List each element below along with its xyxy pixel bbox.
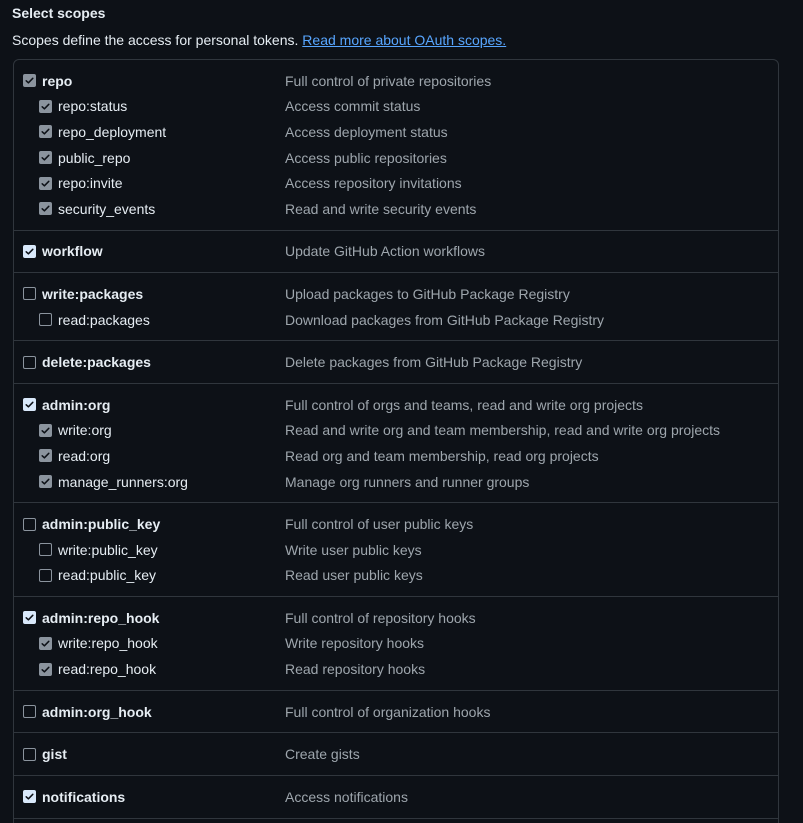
scope-name: notifications bbox=[42, 788, 126, 805]
scope-row-workflow[interactable] bbox=[14, 239, 778, 265]
check-icon bbox=[40, 425, 51, 436]
scope-description: Update GitHub Action workflows bbox=[285, 243, 485, 260]
scope-description: Manage org runners and runner groups bbox=[285, 473, 530, 490]
scope-group bbox=[14, 503, 778, 597]
scope-name: manage_runners:org bbox=[58, 473, 188, 490]
check-icon bbox=[40, 638, 51, 649]
scope-row-repo-status[interactable] bbox=[14, 94, 778, 120]
scope-name: write:org bbox=[58, 422, 112, 439]
scope-checkbox[interactable] bbox=[39, 202, 52, 215]
description-text: Scopes define the access for personal tokens. bbox=[12, 32, 299, 48]
scope-description: Full control of private repositories bbox=[285, 72, 492, 89]
scope-row-security-events[interactable] bbox=[14, 196, 778, 222]
scope-row-repo-deployment[interactable] bbox=[14, 119, 778, 145]
scope-row-admin-public-key[interactable] bbox=[14, 511, 778, 537]
scope-description: Access deployment status bbox=[285, 123, 448, 140]
scope-description: Full control of repository hooks bbox=[285, 609, 476, 626]
scope-checkbox[interactable] bbox=[39, 313, 52, 326]
scope-description: Access public repositories bbox=[285, 149, 447, 166]
scope-name: repo:status bbox=[58, 98, 128, 115]
scope-row-admin-repo-hook[interactable] bbox=[14, 605, 778, 631]
check-icon bbox=[40, 101, 51, 112]
scope-checkbox[interactable] bbox=[23, 705, 36, 718]
scope-group bbox=[14, 776, 778, 819]
scope-name: read:public_key bbox=[58, 567, 157, 584]
check-icon bbox=[40, 476, 51, 487]
scope-checkbox[interactable] bbox=[39, 125, 52, 138]
scope-checkbox[interactable] bbox=[23, 611, 36, 624]
check-icon bbox=[24, 246, 35, 257]
scope-description: Full control of organization hooks bbox=[285, 703, 491, 720]
scope-group bbox=[14, 231, 778, 274]
scope-description: Upload packages to GitHub Package Registry bbox=[285, 285, 570, 302]
scope-description: Read user public keys bbox=[285, 567, 423, 584]
scope-row-read-public-key[interactable] bbox=[14, 563, 778, 589]
scopes-list bbox=[13, 59, 779, 823]
scope-name: read:packages bbox=[58, 311, 150, 328]
check-icon bbox=[24, 612, 35, 623]
scope-row-delete-packages[interactable] bbox=[14, 349, 778, 375]
scope-checkbox[interactable] bbox=[23, 748, 36, 761]
scope-description: Access notifications bbox=[285, 788, 408, 805]
scope-group bbox=[14, 60, 778, 231]
scope-row-read-packages[interactable] bbox=[14, 307, 778, 333]
scope-row-read-org[interactable] bbox=[14, 443, 778, 469]
scope-row-notifications[interactable] bbox=[14, 784, 778, 810]
scope-checkbox[interactable] bbox=[39, 543, 52, 556]
scope-name: write:packages bbox=[42, 285, 144, 302]
scope-name: repo bbox=[42, 72, 73, 89]
scope-description: Access commit status bbox=[285, 98, 421, 115]
scope-checkbox[interactable] bbox=[23, 287, 36, 300]
scope-description: Read org and team membership, read org projects bbox=[285, 447, 599, 464]
scope-description: Write repository hooks bbox=[285, 635, 425, 652]
scope-checkbox[interactable] bbox=[39, 424, 52, 437]
scope-row-gist[interactable] bbox=[14, 741, 778, 767]
scope-checkbox[interactable] bbox=[39, 637, 52, 650]
scope-row-write-repo-hook[interactable] bbox=[14, 631, 778, 657]
scope-row-public-repo[interactable] bbox=[14, 145, 778, 171]
scope-name: admin:org_hook bbox=[42, 703, 152, 720]
scope-description: Create gists bbox=[285, 746, 360, 763]
scope-name: write:repo_hook bbox=[58, 635, 158, 652]
check-icon bbox=[40, 178, 51, 189]
section-title: Select scopes bbox=[12, 5, 106, 21]
scope-checkbox[interactable] bbox=[39, 475, 52, 488]
scope-name: delete:packages bbox=[42, 354, 151, 371]
scope-checkbox[interactable] bbox=[23, 245, 36, 258]
check-icon bbox=[40, 664, 51, 675]
scope-checkbox[interactable] bbox=[39, 100, 52, 113]
scope-name: admin:org bbox=[42, 396, 111, 413]
scope-name: read:org bbox=[58, 447, 111, 464]
scope-row-admin-org-hook[interactable] bbox=[14, 699, 778, 725]
scope-checkbox[interactable] bbox=[23, 518, 36, 531]
scope-checkbox[interactable] bbox=[23, 790, 36, 803]
scope-description: Read and write org and team membership, read and write org projects bbox=[285, 422, 720, 439]
scope-group bbox=[14, 341, 778, 384]
scope-description: Read and write security events bbox=[285, 200, 477, 217]
scope-group bbox=[14, 597, 778, 691]
check-icon bbox=[40, 152, 51, 163]
scope-checkbox[interactable] bbox=[23, 398, 36, 411]
scope-group bbox=[14, 733, 778, 776]
check-icon bbox=[40, 126, 51, 137]
scope-checkbox[interactable] bbox=[39, 449, 52, 462]
scope-row-write-public-key[interactable] bbox=[14, 537, 778, 563]
scope-row-repo[interactable] bbox=[14, 68, 778, 94]
scope-row-admin-org[interactable] bbox=[14, 392, 778, 418]
scope-row-write-packages[interactable] bbox=[14, 281, 778, 307]
scope-name: public_repo bbox=[58, 149, 131, 166]
scope-group bbox=[14, 819, 778, 823]
scope-description: Download packages from GitHub Package Registry bbox=[285, 311, 605, 328]
scope-description: Delete packages from GitHub Package Registry bbox=[285, 354, 583, 371]
scope-checkbox[interactable] bbox=[23, 74, 36, 87]
scope-description: Write user public keys bbox=[285, 541, 422, 558]
scope-row-manage-runners-org[interactable] bbox=[14, 469, 778, 495]
scope-checkbox[interactable] bbox=[39, 177, 52, 190]
oauth-scopes-link[interactable]: Read more about OAuth scopes. bbox=[302, 32, 507, 48]
section-description bbox=[12, 30, 506, 50]
check-icon bbox=[24, 791, 35, 802]
check-icon bbox=[24, 399, 35, 410]
scope-name: security_events bbox=[58, 200, 156, 217]
scope-description: Full control of user public keys bbox=[285, 516, 474, 533]
scope-name: read:repo_hook bbox=[58, 661, 157, 678]
check-icon bbox=[24, 75, 35, 86]
scope-group bbox=[14, 273, 778, 341]
scope-name: admin:public_key bbox=[42, 516, 161, 533]
scope-description: Full control of orgs and teams, read and write org projects bbox=[285, 396, 643, 413]
scope-checkbox[interactable] bbox=[39, 151, 52, 164]
scope-group bbox=[14, 384, 778, 503]
scope-group bbox=[14, 691, 778, 734]
scope-name: admin:repo_hook bbox=[42, 609, 160, 626]
scope-row-write-org[interactable] bbox=[14, 418, 778, 444]
scope-name: repo_deployment bbox=[58, 123, 167, 140]
scope-row-read-repo-hook[interactable] bbox=[14, 656, 778, 682]
scope-row-repo-invite[interactable] bbox=[14, 170, 778, 196]
scope-description: Access repository invitations bbox=[285, 175, 462, 192]
scope-checkbox[interactable] bbox=[23, 356, 36, 369]
check-icon bbox=[40, 203, 51, 214]
scope-name: write:public_key bbox=[58, 541, 158, 558]
scope-name: workflow bbox=[42, 243, 103, 260]
check-icon bbox=[40, 450, 51, 461]
scope-description: Read repository hooks bbox=[285, 661, 426, 678]
scope-name: gist bbox=[42, 746, 67, 763]
scope-name: repo:invite bbox=[58, 175, 123, 192]
scope-checkbox[interactable] bbox=[39, 569, 52, 582]
scope-checkbox[interactable] bbox=[39, 663, 52, 676]
